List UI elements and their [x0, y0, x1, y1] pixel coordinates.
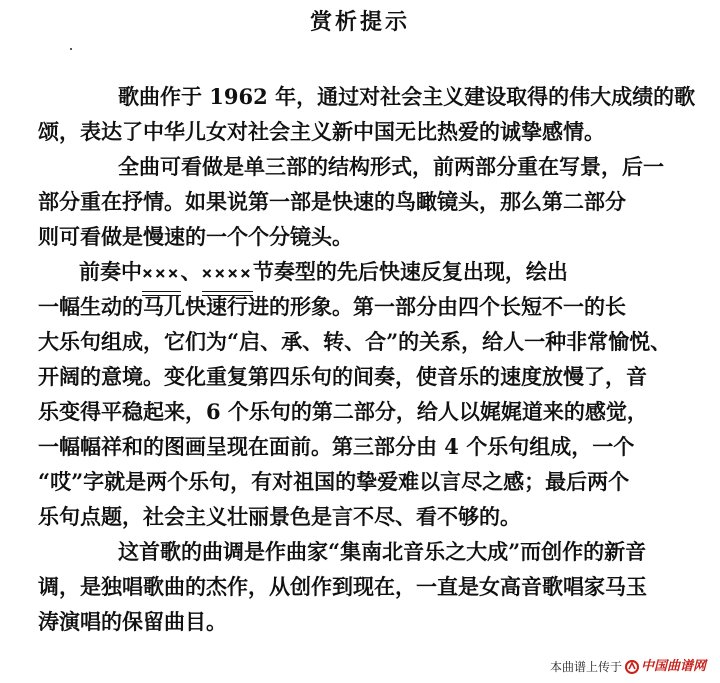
site-logo-link[interactable]	[625, 659, 706, 675]
text-line: 这首歌的曲调是作曲家“集南北音乐之大成”而创作的新音	[76, 539, 647, 564]
rhythm-prefix: 前奏中	[79, 259, 142, 284]
text-line: 乐句点题，社会主义壮丽景色是言不尽、看不够的。	[38, 504, 521, 529]
text-line: 涛演唱的保留曲目。	[38, 609, 227, 634]
ink-speck	[70, 48, 72, 50]
rhythm-pattern-four: ××××	[202, 261, 253, 289]
text-line: 则可看做是慢速的一个个分镜头。	[38, 224, 353, 249]
site-logo-icon	[625, 660, 639, 674]
text-line: 歌曲作于 1962 年，通过对社会主义建设取得的伟大成绩的歌	[76, 84, 696, 109]
rhythm-pattern-three: ×××	[142, 261, 181, 289]
text-line: 全曲可看做是单三部的结构形式，前两部分重在写景，后一	[76, 154, 664, 179]
rhythm-suffix: 节奏型的先后快速反复出现，绘出	[252, 259, 568, 284]
text-line: 颂，表达了中华儿女对社会主义新中国无比热爱的诚挚感情。	[38, 119, 605, 144]
text-line: 部分重在抒情。如果说第一部是快速的鸟瞰镜头，那么第二部分	[38, 189, 626, 214]
text-line: “哎”字就是两个乐句，有对祖国的挚爱难以言尽之感；最后两个	[38, 469, 630, 494]
footer-credit	[550, 659, 706, 675]
text-line: 大乐句组成，它们为“启、承、转、合”的关系，给人一种非常愉悦、	[38, 329, 672, 354]
text-line: 调，是独唱歌曲的杰作，从创作到现在，一直是女高音歌唱家马玉	[38, 574, 647, 599]
rhythm-intro-line	[79, 259, 568, 285]
text-line: 一幅幅祥和的图画呈现在面前。第三部分由 4 个乐句组成，一个	[38, 434, 635, 459]
upload-text: 本曲谱上传于	[549, 660, 622, 674]
text-line: 一幅生动的马儿快速行进的形象。第一部分由四个长短不一的长	[38, 294, 626, 319]
page-title: 赏析提示	[309, 10, 410, 35]
text-line: 乐变得平稳起来，6 个乐句的第二部分，给人以娓娓道来的感觉，	[38, 399, 648, 424]
text-line: 开阔的意境。变化重复第四乐句的间奏，使音乐的速度放慢了，音	[38, 364, 647, 389]
site-name: 中国曲谱网	[640, 659, 706, 674]
rhythm-separator: 、	[180, 259, 202, 284]
